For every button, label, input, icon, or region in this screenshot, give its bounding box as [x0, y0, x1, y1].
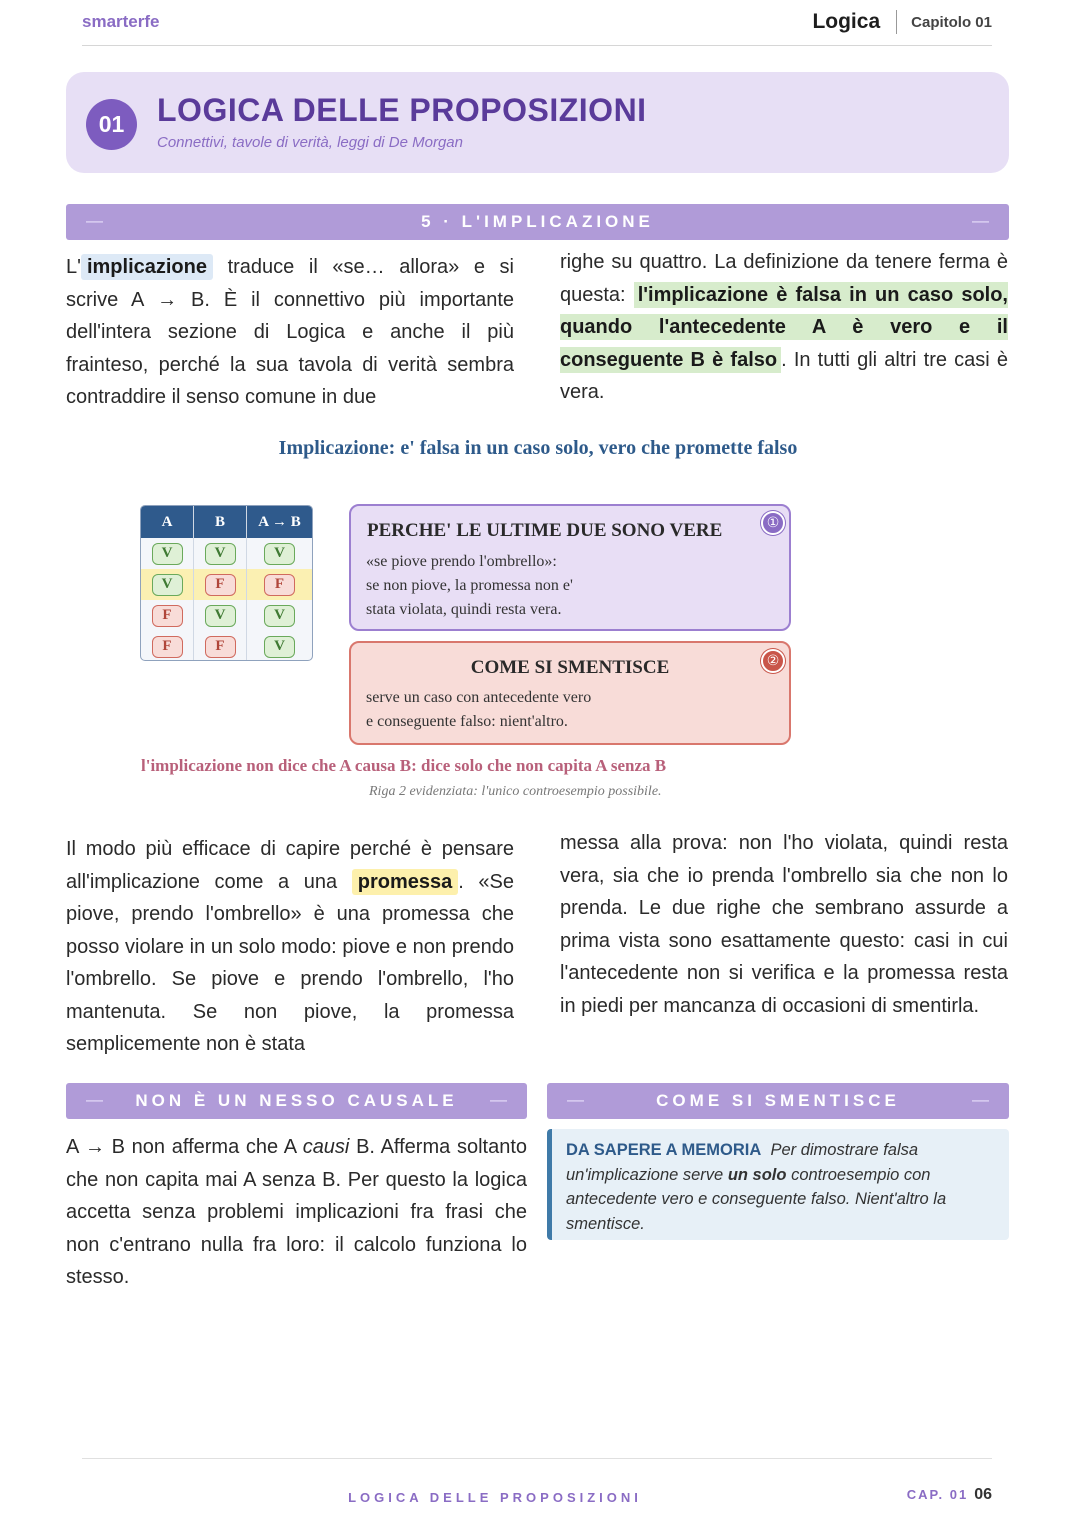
section-bar-implicazione — [66, 204, 1009, 240]
truth-value: V — [264, 605, 295, 627]
intro-left-column — [66, 251, 514, 414]
header-right — [812, 10, 992, 34]
truth-table — [140, 505, 313, 661]
term-promessa: promessa — [352, 869, 459, 895]
bar-dash-left: — — [567, 1090, 584, 1109]
memory-callout — [547, 1129, 1009, 1240]
card-how-refute — [349, 641, 791, 745]
truth-value: V — [264, 636, 295, 658]
bar-dash-right: — — [490, 1090, 507, 1109]
promise-left-column — [66, 833, 514, 1061]
footer-page-info — [907, 1486, 992, 1504]
callout-strong: un solo — [727, 1165, 787, 1184]
intro-right-pre: righe su quattro. La definizione da tenere ferma è questa: — [560, 251, 1008, 306]
bar-dash-right: — — [972, 1090, 989, 1109]
header-b: B — [194, 506, 247, 538]
callout-post: controesempio con antecedente vero e conseguente falso. Nient'altro la smentisce. — [566, 1165, 947, 1233]
intro-left-pre: L' — [66, 256, 81, 278]
intro-right-post: . In tutti gli altri tre casi è vera. — [560, 348, 1008, 403]
figure-note: l'implicazione non dice che A causa B: dice solo che non capita A senza B — [141, 756, 667, 775]
page-number: 06 — [974, 1486, 992, 1503]
bar-dash-left: — — [86, 1090, 103, 1109]
header-a: A — [141, 506, 194, 538]
truth-table-header — [141, 506, 312, 538]
card-line: se non piove, la promessa non e' — [366, 577, 573, 594]
figure-caption: Riga 2 evidenziata: l'unico controesempio possibile. — [369, 784, 662, 799]
truth-value: V — [205, 605, 236, 627]
footer-rule — [82, 1458, 992, 1459]
section-bar-label: 5 · L'IMPLICAZIONE — [421, 212, 654, 231]
truth-value: F — [205, 636, 236, 658]
header-rule — [82, 45, 992, 46]
card-line: e conseguente falso: nient'altro. — [366, 713, 568, 730]
card-why-true-title: PERCHE' LE ULTIME DUE SONO VERE — [367, 520, 723, 541]
intro-left-post: traduce il «se… allora» e si scrive A → B. È il connettivo più importante dell'intera sezione di Logica e anche il più frainteso, perché la sua tavola di verità sembra contraddire il senso comune in due — [66, 256, 514, 408]
promise-left-pre: Il modo più efficace di capire perché è pensare all'implicazione come a una — [66, 838, 514, 893]
truth-value: F — [152, 605, 183, 627]
bar-dash-right: — — [972, 211, 989, 230]
truth-value: V — [264, 543, 295, 565]
card-how-refute-text — [366, 686, 591, 734]
header-title: Logica — [812, 10, 881, 33]
section-bar-causal — [66, 1083, 527, 1119]
promise-right-column: messa alla prova: non l'ho violata, quindi resta vera, sia che io prenda l'ombrello sia che non lo prenda. Le due righe che sembrano assurde a prima vista sono esattamente questo: casi in cui l'antecedente non si verifica e la promessa resta in piedi per mancanza di occasioni di smentirla. — [560, 832, 1008, 1017]
card-why-true-text — [366, 550, 573, 622]
causal-pre: A → B non afferma che A — [66, 1136, 303, 1158]
badge-one: ① — [761, 511, 785, 535]
chapter-title: LOGICA DELLE PROPOSIZIONI — [157, 92, 647, 128]
card-line: «se piove prendo l'ombrello»: — [366, 553, 557, 570]
footer-cap: CAP. 01 — [906, 1487, 969, 1502]
section-bar-label: NON È UN NESSO CAUSALE — [135, 1091, 458, 1110]
callout-pre: Per dimostrare falsa un'implicazione serve — [566, 1141, 919, 1184]
truth-table-row — [141, 631, 312, 661]
card-line: serve un caso con antecedente vero — [366, 689, 592, 706]
truth-table-row — [141, 600, 312, 631]
promise-left-post: . «Se piove, prendo l'ombrello» è una promessa che posso violare in un solo modo: piove e non prendo l'ombrello. Se piove e prendo l'ombrello, l'ho mantenuta. Se non piove, la promessa semplicemente non è stata — [66, 870, 514, 1055]
header-chapter: Capitolo 01 — [911, 13, 992, 31]
brand-name: smarterfe — [82, 12, 160, 31]
chapter-banner — [66, 72, 1009, 173]
truth-value: V — [152, 574, 183, 596]
card-why-true — [349, 504, 791, 631]
header-a-implies-b: A → B — [258, 513, 301, 530]
truth-value: F — [264, 574, 295, 596]
causal-em: causi — [302, 1136, 350, 1158]
section-bar-label: COME SI SMENTISCE — [656, 1091, 900, 1110]
figure-title: Implicazione: e' falsa in un caso solo, vero che promette falso — [278, 437, 798, 459]
bar-dash-left: — — [86, 211, 103, 230]
truth-value: V — [205, 543, 236, 565]
callout-key: DA SAPERE A MEMORIA — [566, 1141, 762, 1159]
truth-table-row — [141, 569, 312, 600]
causal-paragraph — [66, 1131, 527, 1294]
badge-two: ② — [761, 649, 785, 673]
truth-value: F — [152, 636, 183, 658]
chapter-number-badge: 01 — [86, 99, 137, 150]
footer-chapter-title: LOGICA DELLE PROPOSIZIONI — [348, 1490, 642, 1505]
causal-post: B. Afferma soltanto che non capita mai A senza B. Per questo la logica accetta senza problemi implicazioni fra frasi che non c'entrano nulla fra loro: il calcolo funziona lo stesso. — [66, 1136, 527, 1288]
truth-value: V — [152, 543, 183, 565]
definition-highlight: l'implicazione è falsa in un caso solo, quando l'antecedente A è vero e il conseguente B è falso — [560, 283, 1008, 371]
intro-right-column — [560, 246, 1008, 409]
truth-table-row — [141, 538, 312, 569]
card-line: stata violata, quindi resta vera. — [366, 601, 562, 618]
header-separator — [896, 10, 897, 34]
section-bar-refute — [547, 1083, 1009, 1119]
card-how-refute-title: COME SI SMENTISCE — [470, 657, 670, 678]
term-implicazione: implicazione — [81, 254, 213, 280]
chapter-subtitle: Connettivi, tavole di verità, leggi di De Morgan — [157, 134, 463, 151]
truth-value: F — [205, 574, 236, 596]
